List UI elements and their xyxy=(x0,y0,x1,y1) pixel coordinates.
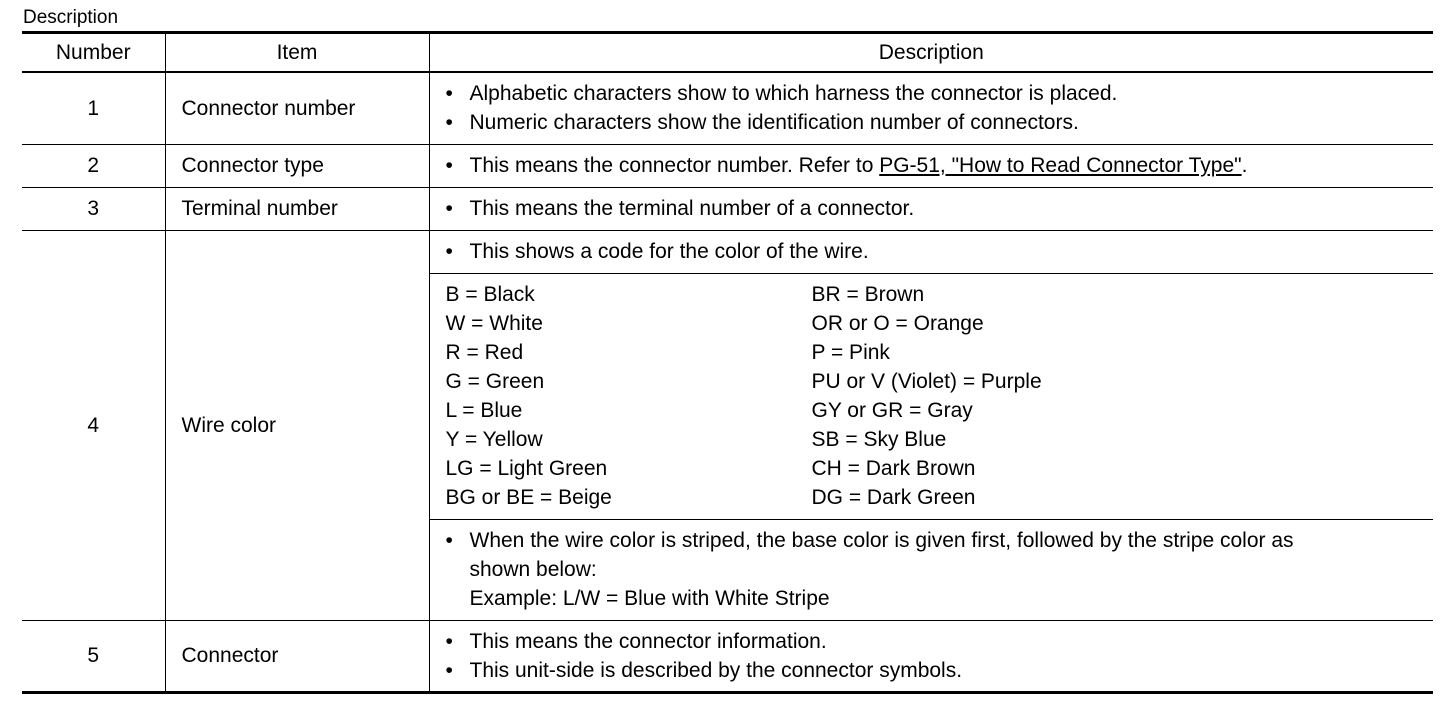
color-code: B = Black xyxy=(445,283,535,306)
table-row xyxy=(22,72,1433,144)
row-item: Connector type xyxy=(165,144,429,187)
color-code: SB = Sky Blue xyxy=(811,428,947,451)
color-code: LG = Light Green xyxy=(445,457,608,480)
bullet-text: Alphabetic characters show to which harness the connector is placed. xyxy=(469,82,1118,106)
row-description xyxy=(429,230,1433,273)
color-code: BG or BE = Beige xyxy=(445,486,612,509)
row-description xyxy=(429,144,1433,187)
row-item: Connector number xyxy=(165,72,429,144)
bullet-prefix: This means the connector number. Refer to xyxy=(469,154,880,177)
row-description xyxy=(429,519,1433,620)
color-code: W = White xyxy=(445,312,543,335)
row-description xyxy=(429,72,1433,144)
row-number: 5 xyxy=(22,620,165,692)
header-description: Description xyxy=(429,33,1433,73)
color-code: BR = Brown xyxy=(811,283,925,306)
bullet-text xyxy=(470,151,1420,180)
table-header-row xyxy=(22,33,1433,73)
bullet-icon: • xyxy=(445,111,453,135)
bullet-text: This means the terminal number of a connector. xyxy=(469,197,915,220)
bullet-icon: • xyxy=(445,197,453,220)
row-item: Wire color xyxy=(165,230,429,620)
bullet-icon: • xyxy=(445,529,453,552)
stripe-example: Example: L/W = Blue with White Stripe xyxy=(469,587,830,610)
stripe-line: When the wire color is striped, the base color is given first, followed by the stripe color as xyxy=(469,529,1294,552)
bullet-line xyxy=(446,151,1420,180)
table-row xyxy=(22,230,1433,273)
header-number: Number xyxy=(22,33,165,73)
header-item: Item xyxy=(165,33,429,73)
color-code: GY or GR = Gray xyxy=(811,399,973,422)
color-code: L = Blue xyxy=(445,399,523,422)
table-row xyxy=(22,187,1433,230)
description-table xyxy=(22,31,1433,694)
connector-type-reference-link[interactable]: PG-51, "How to Read Connector Type" xyxy=(879,154,1242,177)
color-code: PU or V (Violet) = Purple xyxy=(811,370,1042,393)
bullet-line xyxy=(446,108,1420,137)
bullet-line xyxy=(446,237,1420,266)
color-code-list xyxy=(429,273,1433,519)
bullet-text: Numeric characters show the identification number of connectors. xyxy=(469,111,1079,135)
stripe-line: shown below: xyxy=(469,558,597,581)
bullet-icon: • xyxy=(445,240,453,263)
color-code: P = Pink xyxy=(811,341,890,364)
row-item: Connector xyxy=(165,620,429,692)
bullet-line xyxy=(446,656,1420,685)
bullet-line xyxy=(446,627,1420,656)
color-code: Y = Yellow xyxy=(445,428,543,451)
row-description xyxy=(429,187,1433,230)
bullet-line xyxy=(446,526,1420,613)
bullet-text: This shows a code for the color of the wire. xyxy=(469,240,869,263)
row-item: Terminal number xyxy=(165,187,429,230)
row-number: 4 xyxy=(22,230,165,620)
bullet-icon: • xyxy=(445,154,453,177)
table-row xyxy=(22,620,1433,692)
color-code: CH = Dark Brown xyxy=(811,457,976,480)
bullet-icon: • xyxy=(445,82,453,106)
row-description xyxy=(429,620,1433,692)
bullet-icon: • xyxy=(445,629,453,653)
bullet-text xyxy=(470,526,1420,613)
table-row xyxy=(22,144,1433,187)
bullet-line xyxy=(446,79,1420,108)
bullet-text: This unit-side is described by the connector symbols. xyxy=(469,658,963,682)
bullet-icon: • xyxy=(445,658,453,682)
bullet-text: This means the connector information. xyxy=(469,629,827,653)
color-code: DG = Dark Green xyxy=(811,486,976,509)
table-caption: Description xyxy=(23,7,119,28)
row-number: 3 xyxy=(22,187,165,230)
row-number: 2 xyxy=(22,144,165,187)
color-code: OR or O = Orange xyxy=(811,312,984,335)
bullet-suffix: . xyxy=(1241,154,1248,177)
row-number: 1 xyxy=(22,72,165,144)
bullet-line xyxy=(446,194,1420,223)
color-code: G = Green xyxy=(445,370,545,393)
color-code: R = Red xyxy=(445,341,524,364)
